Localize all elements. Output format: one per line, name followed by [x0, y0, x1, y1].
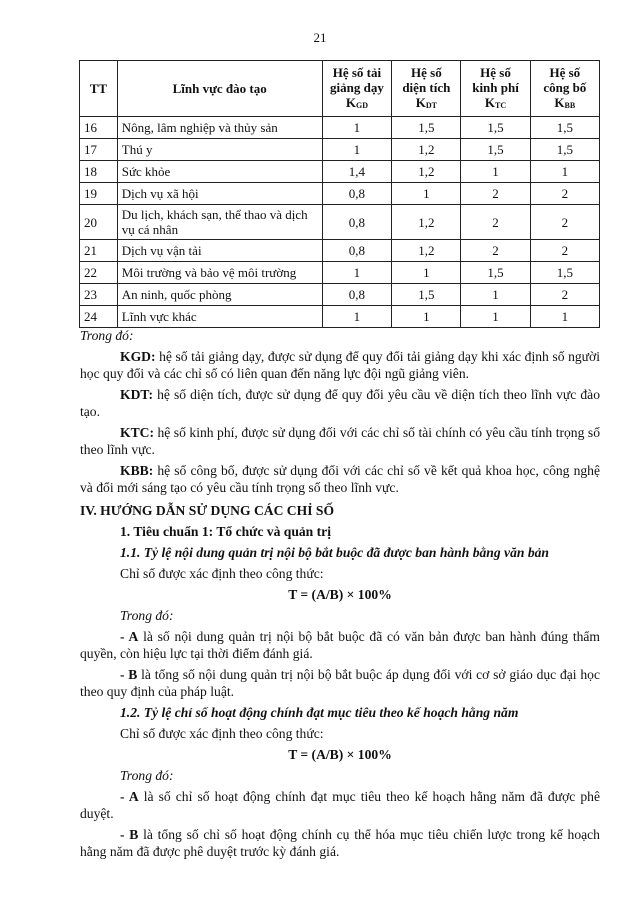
cell-kdt: 1,5: [392, 284, 461, 306]
cell-kbb: 1: [530, 161, 599, 183]
table-row: [80, 205, 600, 240]
formula: T = (A/B) × 100%: [288, 587, 392, 602]
table-row: [80, 306, 600, 328]
header-kgd: Hệ số tải giảng dạy KGD: [322, 61, 392, 117]
cell-tt: 21: [80, 240, 118, 262]
cell-ktc: 2: [461, 240, 530, 262]
cell-ktc: 2: [461, 205, 530, 240]
cell-field: Dịch vụ xã hội: [117, 183, 322, 205]
variable-a: [80, 788, 600, 822]
cell-kgd: 1: [322, 139, 392, 161]
note-kbb: [80, 462, 600, 496]
cell-kdt: 1,2: [392, 240, 461, 262]
variable-label: - B: [120, 827, 139, 842]
header-kdt: Hệ số diện tích KDT: [392, 61, 461, 117]
cell-kdt: 1: [392, 262, 461, 284]
cell-kdt: 1: [392, 183, 461, 205]
cell-kgd: 1: [322, 306, 392, 328]
variable-b: [80, 666, 600, 700]
table-row: [80, 284, 600, 306]
variable-label: - A: [120, 629, 139, 644]
cell-kbb: 1,5: [530, 139, 599, 161]
cell-kbb: 2: [530, 205, 599, 240]
note-text: hệ số công bố, được sử dụng đối với các chỉ số về kết quả khoa học, công nghệ và đổi mới sáng tạo có yêu cầu tính trọng số theo lĩnh vực.: [80, 463, 600, 495]
note-term: KGD:: [120, 349, 156, 364]
where-label: Trong đó:: [120, 608, 174, 623]
cell-field-line-2: vụ cá nhân: [121, 222, 179, 237]
table-header-row: [80, 61, 600, 117]
subsection-1-2-title: 1.2. Tỷ lệ chỉ số hoạt động chính đạt mục tiêu theo kế hoạch hằng năm: [120, 705, 519, 720]
cell-kgd: 1: [322, 117, 392, 139]
cell-ktc: 1,5: [461, 139, 530, 161]
cell-kgd: 0,8: [322, 240, 392, 262]
header-ktc: Hệ số kinh phí KTC: [461, 61, 530, 117]
page-number: 21: [313, 30, 327, 45]
cell-kdt: 1,5: [392, 117, 461, 139]
document-body: [80, 327, 600, 860]
cell-kgd: 0,8: [322, 205, 392, 240]
cell-tt: 16: [80, 117, 118, 139]
cell-tt: 20: [80, 205, 118, 240]
cell-kgd: 1,4: [322, 161, 392, 183]
header-kbb: Hệ số công bố KBB: [530, 61, 599, 117]
cell-field: Môi trường và bảo vệ môi trường: [117, 262, 322, 284]
cell-kbb: 2: [530, 240, 599, 262]
cell-field: Dịch vụ vận tải: [117, 240, 322, 262]
cell-field: [117, 205, 322, 240]
table-row: [80, 161, 600, 183]
cell-tt: 18: [80, 161, 118, 183]
note-term: KBB:: [120, 463, 154, 478]
table-row: [80, 262, 600, 284]
header-tt: TT: [80, 61, 118, 117]
training-field-coefficient-table: [79, 60, 600, 328]
note-term: KTC:: [120, 425, 154, 440]
cell-field: Lĩnh vực khác: [117, 306, 322, 328]
where-label: Trong đó:: [120, 768, 174, 783]
table-row: [80, 240, 600, 262]
cell-kdt: 1: [392, 306, 461, 328]
variable-text: là số chỉ số hoạt động chính đạt mục tiêu theo kế hoạch hằng năm đã được phê duyệt.: [80, 789, 600, 821]
note-term: KDT:: [120, 387, 153, 402]
cell-ktc: 1: [461, 306, 530, 328]
note-text: hệ số tải giảng dạy, được sử dụng để quy đổi tải giảng dạy khi xác định số người học quy đổi và các chỉ số có liên quan đến năng lực đội ngũ giảng viên.: [80, 349, 600, 381]
cell-tt: 22: [80, 262, 118, 284]
cell-kdt: 1,2: [392, 139, 461, 161]
variable-text: là tổng số chỉ số hoạt động chính cụ thể hóa mục tiêu chiến lược trong kế hoạch hằng năm đã được phê duyệt trước kỳ đánh giá.: [80, 827, 600, 859]
cell-field-line-1: Du lịch, khách sạn, thể thao và dịch: [121, 207, 308, 222]
notes-intro: Trong đó:: [80, 328, 134, 343]
cell-ktc: 1,5: [461, 262, 530, 284]
cell-ktc: 2: [461, 183, 530, 205]
formula-intro: Chỉ số được xác định theo công thức:: [120, 566, 324, 581]
cell-kbb: 1,5: [530, 262, 599, 284]
variable-label: - A: [120, 789, 139, 804]
cell-kgd: 1: [322, 262, 392, 284]
standard-title: 1. Tiêu chuẩn 1: Tổ chức và quản trị: [120, 524, 331, 539]
table-row: [80, 139, 600, 161]
table-row: [80, 117, 600, 139]
cell-tt: 17: [80, 139, 118, 161]
cell-tt: 23: [80, 284, 118, 306]
cell-field: Thú y: [117, 139, 322, 161]
cell-kbb: 2: [530, 183, 599, 205]
variable-a: [80, 628, 600, 662]
cell-kbb: 1,5: [530, 117, 599, 139]
variable-b: [80, 826, 600, 860]
cell-tt: 19: [80, 183, 118, 205]
formula: T = (A/B) × 100%: [288, 747, 392, 762]
variable-text: là tổng số nội dung quản trị nội bộ bắt buộc áp dụng đối với cơ sở giáo dục đại học theo quy định của pháp luật.: [80, 667, 600, 699]
note-kgd: [80, 348, 600, 382]
section-title: IV. HƯỚNG DẪN SỬ DỤNG CÁC CHỈ SỐ: [80, 503, 335, 518]
cell-ktc: 1,5: [461, 117, 530, 139]
header-field: Lĩnh vực đào tạo: [117, 61, 322, 117]
cell-kbb: 1: [530, 306, 599, 328]
cell-kbb: 2: [530, 284, 599, 306]
cell-ktc: 1: [461, 284, 530, 306]
subsection-1-1-title: 1.1. Tỷ lệ nội dung quản trị nội bộ bắt buộc đã được ban hành bằng văn bản: [120, 545, 549, 560]
note-text: hệ số kinh phí, được sử dụng đối với các chỉ số tài chính có yêu cầu tính trọng số theo lĩnh vực.: [80, 425, 600, 457]
variable-text: là số nội dung quản trị nội bộ bắt buộc đã có văn bản được ban hành đúng thẩm quyền, còn hiệu lực tại thời điểm đánh giá.: [80, 629, 601, 661]
note-kdt: [80, 386, 600, 420]
table-row: [80, 183, 600, 205]
cell-kgd: 0,8: [322, 183, 392, 205]
cell-field: Nông, lâm nghiệp và thủy sản: [117, 117, 322, 139]
note-text: hệ số diện tích, được sử dụng để quy đổi yêu cầu về diện tích theo lĩnh vực đào tạo.: [80, 387, 600, 419]
formula-intro: Chỉ số được xác định theo công thức:: [120, 726, 324, 741]
cell-tt: 24: [80, 306, 118, 328]
cell-field: Sức khỏe: [117, 161, 322, 183]
cell-kdt: 1,2: [392, 161, 461, 183]
cell-kdt: 1,2: [392, 205, 461, 240]
cell-ktc: 1: [461, 161, 530, 183]
note-ktc: [80, 424, 600, 458]
cell-kgd: 0,8: [322, 284, 392, 306]
variable-label: - B: [120, 667, 138, 682]
cell-field: An ninh, quốc phòng: [117, 284, 322, 306]
